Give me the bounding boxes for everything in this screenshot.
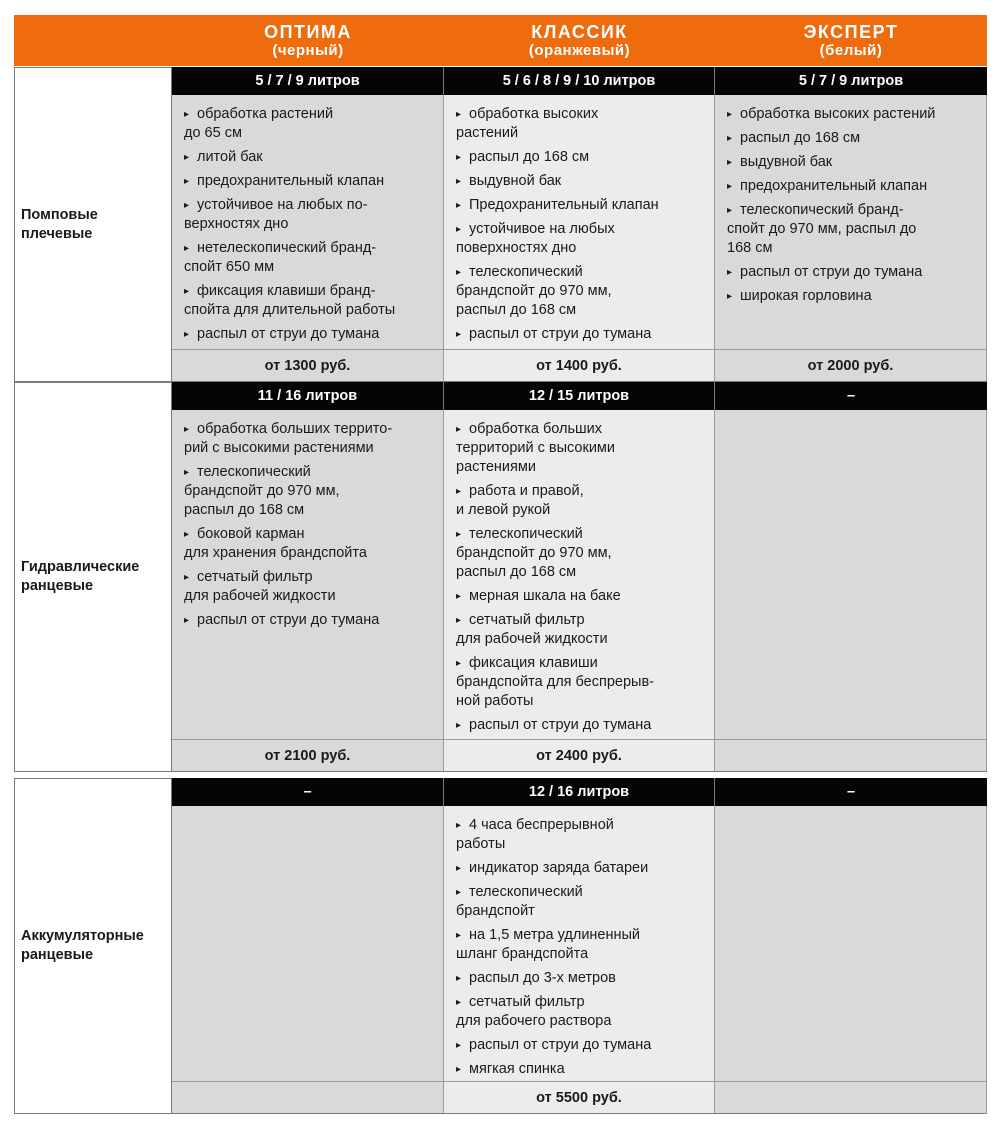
row-divider [14,1113,987,1114]
triangle-right-icon: ▸ [456,1040,462,1051]
price-cell: от 1300 руб. [172,350,444,382]
feature-text: устойчивое на любых по- верхностях дно [184,197,368,232]
feature-text: телескопический брандспойт [456,884,583,919]
column-title: ЭКСПЕРТ [803,22,899,42]
feature-item [456,1060,710,1079]
features-cell [444,95,715,350]
triangle-right-icon: ▸ [727,267,733,278]
feature-item [727,177,982,196]
triangle-right-icon: ▸ [456,152,462,163]
category-cell [14,778,172,1114]
feature-item [456,859,710,878]
header-corner [14,15,172,66]
triangle-right-icon: ▸ [727,133,733,144]
feature-text: обработка больших террито- рий с высокими растениями [184,421,393,456]
triangle-right-icon: ▸ [456,997,462,1008]
feature-item [456,263,710,320]
feature-list [172,95,443,344]
feature-item [456,172,710,191]
triangle-right-icon: ▸ [456,820,462,831]
triangle-right-icon: ▸ [456,224,462,235]
feature-item [184,611,439,630]
feature-list [444,410,714,735]
feature-text: Предохранительный клапан [469,197,659,213]
column-header-3 [715,15,987,66]
triangle-right-icon: ▸ [727,291,733,302]
feature-item [184,105,439,143]
volume-bar: 12 / 16 литров [444,778,715,806]
features-cell [715,410,987,740]
triangle-right-icon: ▸ [456,973,462,984]
feature-list [444,95,714,344]
feature-text: распыл от струи до тумана [740,264,923,280]
feature-text: распыл от струи до тумана [469,326,652,342]
feature-text: на 1,5 метра удлиненный шланг брандспойта [456,927,641,962]
feature-list [444,806,714,1079]
column-header-1 [172,15,444,66]
triangle-right-icon: ▸ [456,424,462,435]
column-color: (черный) [272,42,344,59]
features-cell [715,806,987,1082]
triangle-right-icon: ▸ [727,157,733,168]
feature-text: мерная шкала на баке [469,588,621,604]
triangle-right-icon: ▸ [456,591,462,602]
feature-text: боковой карман для хранения брандспойта [184,526,367,561]
feature-text: широкая горловина [740,288,872,304]
triangle-right-icon: ▸ [184,424,190,435]
feature-text: выдувной бак [740,154,833,170]
triangle-right-icon: ▸ [456,658,462,669]
feature-text: телескопический брандспойт до 970 мм, распыл до 168 см [456,264,612,318]
features-cell [444,410,715,740]
feature-item [456,993,710,1031]
triangle-right-icon: ▸ [184,615,190,626]
feature-text: фиксация клавиши брандспойта для беспрерыв- ной работы [456,655,654,709]
volume-bar: 5 / 7 / 9 литров [172,67,444,95]
feature-item [184,172,439,191]
volume-bar: – [715,778,987,806]
category-cell [14,382,172,772]
column-color: (белый) [819,42,883,59]
feature-text: сетчатый фильтр для рабочей жидкости [184,569,336,604]
triangle-right-icon: ▸ [456,329,462,340]
volume-bar: 12 / 15 литров [444,382,715,410]
features-cell [172,806,444,1082]
feature-item [456,969,710,988]
feature-item [727,287,982,306]
feature-item [456,587,710,606]
feature-text: индикатор заряда батареи [469,860,649,876]
feature-item [456,525,710,582]
price-cell: от 2400 руб. [444,740,715,772]
feature-item [727,263,982,282]
feature-item [456,654,710,711]
volume-bar: 11 / 16 литров [172,382,444,410]
feature-item [727,153,982,172]
volume-bar: – [715,382,987,410]
price-cell [172,1082,444,1114]
feature-text: распыл от струи до тумана [469,717,652,733]
feature-item [184,239,439,277]
feature-text: предохранительный клапан [740,178,928,194]
category-label: Помповые плечевые [21,206,98,242]
feature-item [184,325,439,344]
feature-item [456,716,710,735]
feature-item [184,282,439,320]
feature-list [172,410,443,630]
triangle-right-icon: ▸ [456,863,462,874]
feature-item [184,525,439,563]
feature-text: сетчатый фильтр для рабочей жидкости [456,612,608,647]
feature-item [184,568,439,606]
feature-item [456,482,710,520]
feature-item [456,816,710,854]
triangle-right-icon: ▸ [456,1064,462,1075]
feature-item [184,148,439,167]
feature-text: мягкая спинка [469,1061,565,1077]
feature-item [184,196,439,234]
feature-text: распыл от струи до тумана [197,612,380,628]
triangle-right-icon: ▸ [456,176,462,187]
price-cell: от 2000 руб. [715,350,987,382]
price-cell [715,1082,987,1114]
feature-text: фиксация клавиши бранд- спойта для длительной работы [184,283,396,318]
category-label: Аккумуляторные ранцевые [21,928,144,963]
category-label: Гидравлические ранцевые [21,559,140,594]
triangle-right-icon: ▸ [456,200,462,211]
triangle-right-icon: ▸ [456,930,462,941]
feature-text: нетелескопический бранд- спойт 650 мм [184,240,377,275]
feature-text: распыл до 168 см [740,130,861,146]
feature-item [456,220,710,258]
feature-text: телескопический брандспойт до 970 мм, распыл до 168 см [456,526,612,580]
feature-text: обработка высоких растений [740,106,936,122]
feature-text: телескопический брандспойт до 970 мм, распыл до 168 см [184,464,340,518]
feature-item [456,148,710,167]
triangle-right-icon: ▸ [184,200,190,211]
feature-item [456,325,710,344]
triangle-right-icon: ▸ [184,176,190,187]
feature-item [456,611,710,649]
triangle-right-icon: ▸ [184,529,190,540]
triangle-right-icon: ▸ [184,572,190,583]
triangle-right-icon: ▸ [456,615,462,626]
column-title: КЛАССИК [531,22,628,42]
triangle-right-icon: ▸ [456,887,462,898]
feature-item [184,420,439,458]
volume-bar: 5 / 7 / 9 литров [715,67,987,95]
triangle-right-icon: ▸ [184,286,190,297]
column-header-2 [444,15,715,66]
feature-text: обработка высоких растений [456,106,599,141]
triangle-right-icon: ▸ [184,109,190,120]
category-cell [14,67,172,382]
feature-text: работа и правой, и левой рукой [456,483,584,518]
feature-text: обработка больших территорий с высокими растениями [456,421,615,475]
volume-bar: – [172,778,444,806]
price-cell: от 1400 руб. [444,350,715,382]
feature-list [172,806,443,816]
feature-item [456,1036,710,1055]
triangle-right-icon: ▸ [456,720,462,731]
feature-item [456,105,710,143]
column-title: ОПТИМА [264,22,352,42]
feature-text: распыл до 168 см [469,149,590,165]
triangle-right-icon: ▸ [184,152,190,163]
feature-text: сетчатый фильтр для рабочего раствора [456,994,612,1029]
triangle-right-icon: ▸ [456,486,462,497]
feature-item [727,105,982,124]
feature-text: распыл от струи до тумана [469,1037,652,1053]
price-cell: от 5500 руб. [444,1082,715,1114]
triangle-right-icon: ▸ [184,467,190,478]
column-color: (оранжевый) [528,42,631,59]
feature-text: устойчивое на любых поверхностях дно [456,221,615,256]
feature-text: распыл до 3-х метров [469,970,616,986]
feature-text: выдувной бак [469,173,562,189]
triangle-right-icon: ▸ [456,529,462,540]
feature-item [456,883,710,921]
features-cell [172,95,444,350]
feature-item [456,196,710,215]
features-cell [715,95,987,350]
triangle-right-icon: ▸ [456,109,462,120]
feature-text: распыл от струи до тумана [197,326,380,342]
feature-item [727,201,982,258]
triangle-right-icon: ▸ [184,329,190,340]
feature-list [715,95,986,306]
row-divider [14,771,987,772]
feature-item [456,926,710,964]
features-cell [172,410,444,740]
triangle-right-icon: ▸ [727,205,733,216]
price-cell [715,740,987,772]
triangle-right-icon: ▸ [184,243,190,254]
feature-item [456,420,710,477]
feature-list [715,806,986,816]
feature-text: предохранительный клапан [197,173,385,189]
volume-bar: 5 / 6 / 8 / 9 / 10 литров [444,67,715,95]
feature-text: обработка растений до 65 см [184,106,334,141]
feature-text: телескопический бранд- спойт до 970 мм, распыл до 168 см [727,202,917,256]
features-cell [444,806,715,1082]
feature-list [715,410,986,420]
triangle-right-icon: ▸ [456,267,462,278]
feature-item [184,463,439,520]
price-cell: от 2100 руб. [172,740,444,772]
feature-text: литой бак [197,149,263,165]
feature-text: 4 часа беспрерывной работы [456,817,614,852]
triangle-right-icon: ▸ [727,109,733,120]
triangle-right-icon: ▸ [727,181,733,192]
feature-item [727,129,982,148]
